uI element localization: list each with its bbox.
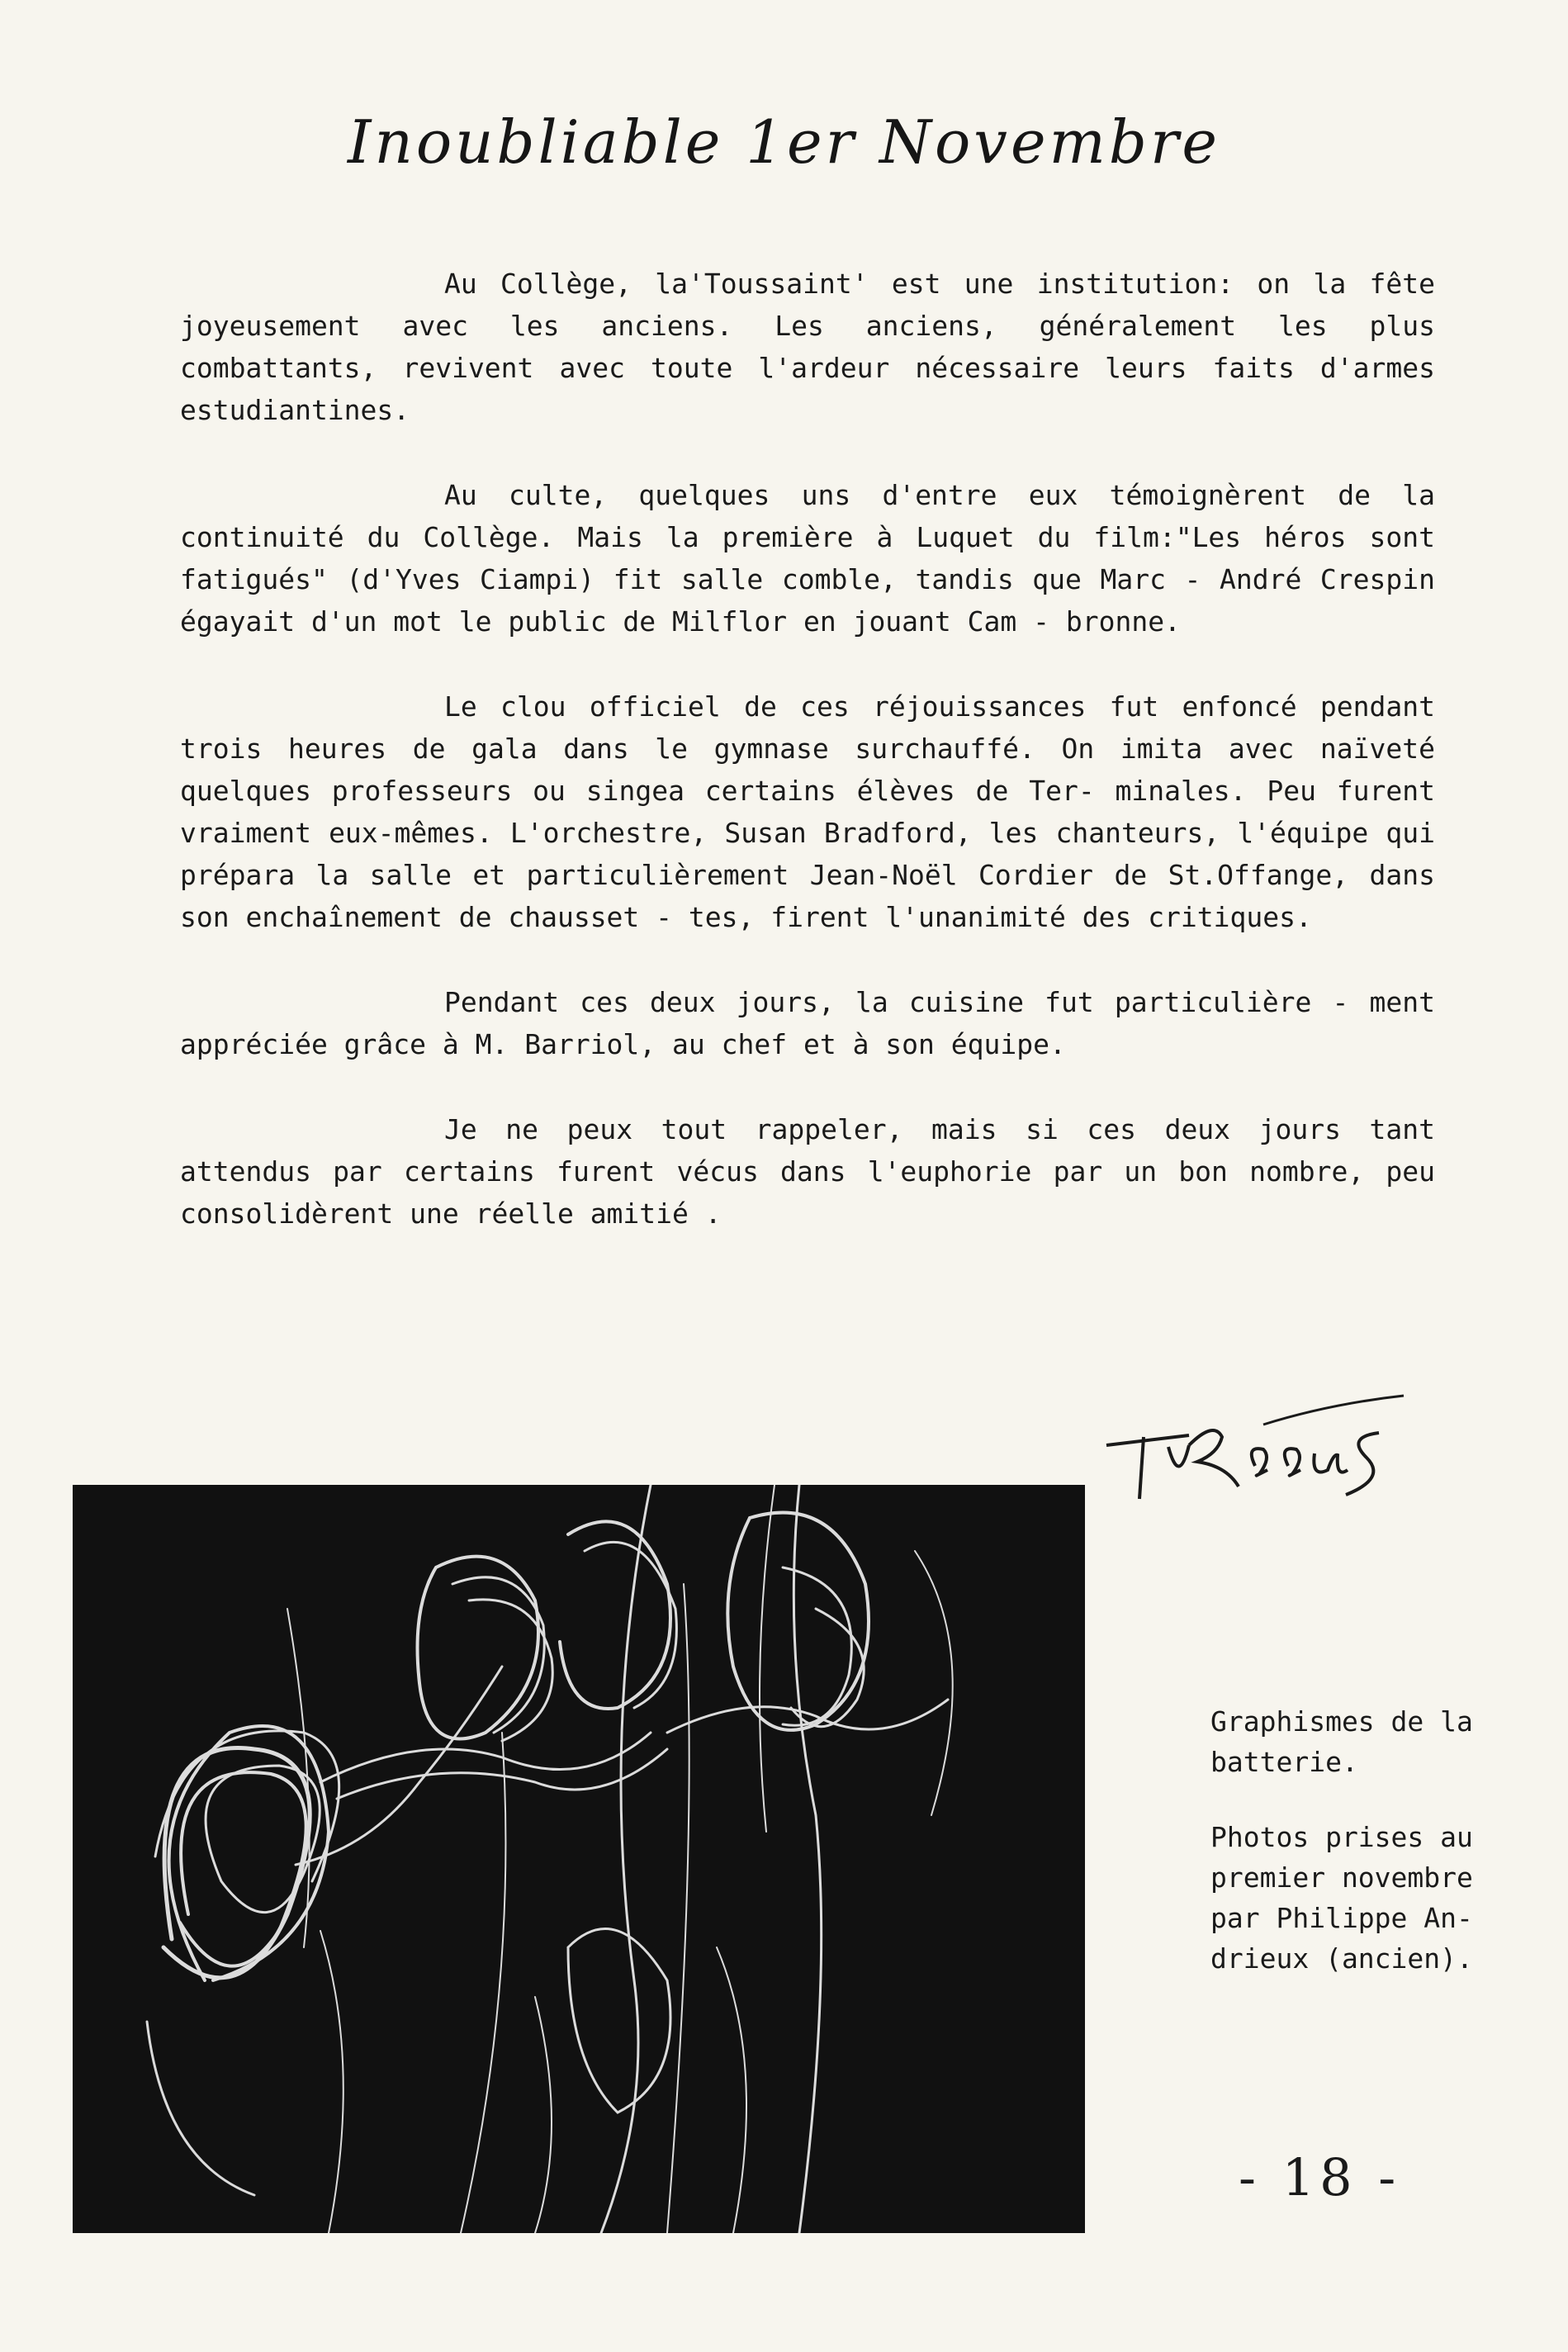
photo-caption-credit: Photos prises au premier novembre par Philippe An- drieux (ancien).: [1210, 1821, 1473, 1975]
paragraph-4: Pendant ces deux jours, la cuisine fut particulière - ment appréciée grâce à M. Barriol, au chef et à son équipe.: [180, 986, 1435, 1060]
paragraph-5: Je ne peux tout rappeler, mais si ces deux jours tant attendus par certains furent vécus dans l'euphorie par un bon nombre, peu consolidèrent une réelle amitié .: [180, 1113, 1435, 1230]
photo-caption-title: Graphismes de la batterie.: [1210, 1705, 1473, 1778]
drum-light-photo: [73, 1485, 1085, 2233]
page-number: - 18 -: [1239, 2147, 1401, 2207]
paragraph-1: Au Collège, la'Toussaint' est une institution: on la fête joyeusement avec les anciens. Les anciens, généralement les plus combattants, revivent avec toute l'ardeur nécessaire leurs faits d'armes estudiantines.: [180, 268, 1435, 426]
signature: [1098, 1387, 1412, 1511]
paragraph-2: Au culte, quelques uns d'entre eux témoignèrent de la continuité du Collège. Mais la première à Luquet du film:"Les héros sont fatigués" (d'Yves Ciampi) fit salle comble, tandis que Marc - André Crespin égayait d'un mot le public de Milflor en jouant Cam - bronne.: [180, 479, 1435, 638]
article-body: [180, 263, 1435, 1278]
paragraph-3: Le clou officiel de ces réjouissances fut enfoncé pendant trois heures de gala dans le gymnase surchauffé. On imita avec naïveté quelques professeurs ou singea certains élèves de Ter- minales. Peu furent vraiment eux-mêmes. L'orchestre, Susan Bradford, les chanteurs, l'équipe qui prépara la salle et particulièrement Jean-Noël Cordier de St.Offange, dans son enchaînement de chausset - tes, firent l'unanimité des critiques.: [180, 690, 1435, 933]
page-title: Inoubliable 1er Novembre: [348, 107, 1220, 177]
